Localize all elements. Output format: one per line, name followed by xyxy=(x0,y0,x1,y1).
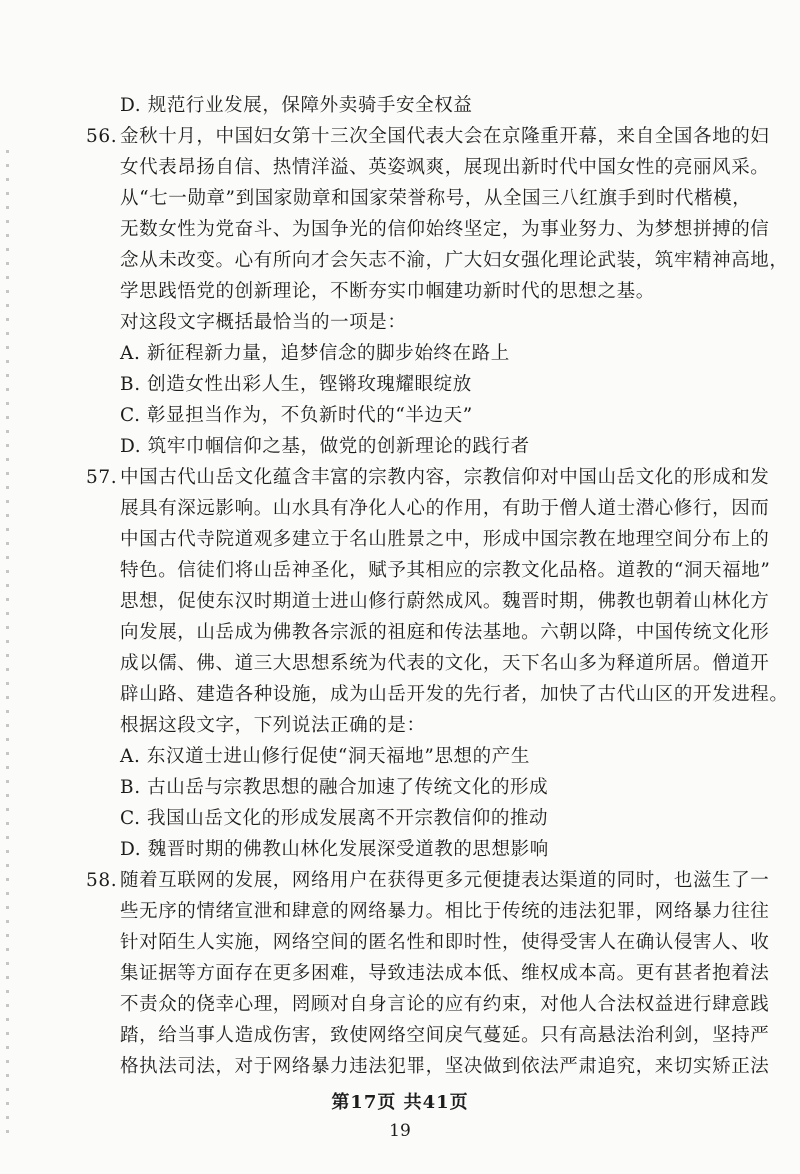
question-number: 57. xyxy=(86,467,118,488)
option-a: A. 东汉道士进山修行促使“洞天福地”思想的产生 xyxy=(120,746,530,767)
question-57 xyxy=(86,462,789,865)
question-number: 56. xyxy=(86,126,118,147)
passage-line: 针对陌生人实施，网络空间的匿名性和即时性，使得受害人在确认侵害人、收 xyxy=(120,932,770,953)
passage-line: 金秋十月，中国妇女第十三次全国代表大会在京隆重开幕，来自全国各地的妇 xyxy=(120,126,770,147)
passage-line: 不责众的侥幸心理，罔顾对自身言论的应有约束，对他人合法权益进行肆意践 xyxy=(120,994,770,1015)
passage-line: 向发展，山岳成为佛教各宗派的祖庭和传法基地。六朝以降，中国传统文化形 xyxy=(120,622,770,643)
passage-line: 展具有深远影响。山水具有净化人心的作用，有助于僧人道士潜心修行，因而 xyxy=(120,498,770,519)
option-d: D. 魏晋时期的佛教山林化发展深受道教的思想影响 xyxy=(120,839,549,860)
passage-line: 成以儒、佛、道三大思想系统为代表的文化，天下名山多为释道所居。僧道开 xyxy=(120,653,770,674)
passage-line: 随着互联网的发展，网络用户在获得更多元便捷表达渠道的同时，也滋生了一 xyxy=(120,870,770,891)
question-prompt: 对这段文字概括最恰当的一项是： xyxy=(120,312,407,333)
passage-line: 中国古代山岳文化蕴含丰富的宗教内容，宗教信仰对中国山岳文化的形成和发 xyxy=(120,467,770,488)
passage-line: 无数女性为党奋斗、为国争光的信仰始终坚定，为事业努力、为梦想拼搏的信 xyxy=(120,219,770,240)
passage-line: 中国古代寺院道观多建立于名山胜景之中，形成中国宗教在地理空间分布上的 xyxy=(120,529,770,550)
passage-line: 踏，给当事人造成伤害，致使网络空间戾气蔓延。只有高悬法治利剑，坚持严 xyxy=(120,1025,770,1046)
question-prompt: 根据这段文字，下列说法正确的是： xyxy=(120,715,426,736)
passage-line: 从“七一勋章”到国家勋章和国家荣誉称号，从全国三八红旗手到时代楷模， xyxy=(120,188,752,209)
option-b: B. 古山岳与宗教思想的融合加速了传统文化的形成 xyxy=(120,777,549,798)
question-56 xyxy=(86,121,789,462)
option-c: C. 彰显担当作为，不负新时代的“半边天” xyxy=(120,405,473,426)
carryover-option-d: D. 规范行业发展，保障外卖骑手安全权益 xyxy=(120,95,473,116)
page-content xyxy=(86,90,789,1082)
option-b: B. 创造女性出彩人生，铿锵玫瑰耀眼绽放 xyxy=(120,374,472,395)
question-number: 58. xyxy=(86,870,118,891)
passage-line: 特色。信徒们将山岳神圣化，赋予其相应的宗教文化品格。道教的“洞天福地” xyxy=(120,560,771,581)
binding-margin-dots xyxy=(6,150,9,1140)
passage-line: 思想，促使东汉时期道士进山修行蔚然成风。魏晋时期，佛教也朝着山林化方 xyxy=(120,591,770,612)
passage-line: 格执法司法，对于网络暴力违法犯罪，坚决做到依法严肃追究，来切实矫正法 xyxy=(120,1056,770,1077)
option-d: D. 筑牢巾帼信仰之基，做党的创新理论的践行者 xyxy=(120,436,530,457)
passage-line: 学思践悟党的创新理论，不断夯实巾帼建功新时代的思想之基。 xyxy=(120,281,655,302)
question-58 xyxy=(86,865,770,1082)
passage-line: 辟山路、建造各种设施，成为山岳开发的先行者，加快了古代山区的开发进程。 xyxy=(120,684,789,705)
passage-line: 念从未改变。心有所向才会矢志不渝，广大妇女强化理论武装，筑牢精神高地， xyxy=(120,250,789,271)
passage-line: 些无序的情绪宣泄和肆意的网络暴力。相比于传统的违法犯罪，网络暴力往往 xyxy=(120,901,770,922)
passage-line: 集证据等方面存在更多困难，导致违法成本低、维权成本高。更有甚者抱着法 xyxy=(120,963,770,984)
option-a: A. 新征程新力量，追梦信念的脚步始终在路上 xyxy=(120,343,510,364)
option-c: C. 我国山岳文化的形成发展离不开宗教信仰的推动 xyxy=(120,808,549,829)
passage-line: 女代表昂扬自信、热情洋溢、英姿飒爽，展现出新时代中国女性的亮丽风采。 xyxy=(120,157,770,178)
page-info: 第17页 共41页 xyxy=(331,1092,469,1113)
page-number: 19 xyxy=(389,1121,411,1141)
